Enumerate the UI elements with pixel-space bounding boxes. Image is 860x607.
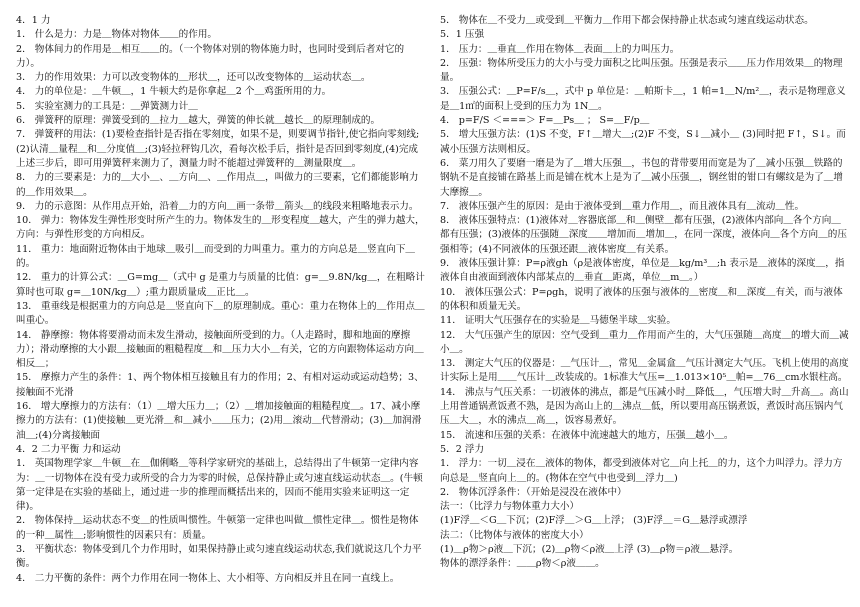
- text-line: 13． 测定大气压的仪器是：＿气压计＿，常见＿金属盒＿气压计测定大气压。飞机上使用的高度计实际上是用＿＿气压计＿改装成的。1标准大气压=＿1.013×10⁵＿帕=＿76＿cm水银柱高。: [440, 358, 849, 384]
- section-heading-force: 4．1 力: [16, 15, 51, 26]
- text-line: 2． 物体保持＿运动状态不变＿的性质叫惯性。牛顿第一定律也叫做＿惯性定律＿。惯性是物体的一种＿属性＿;影响惯性的因素只有：质量。: [16, 515, 419, 541]
- text-line: 8． 液体压强特点：(1)液体对＿容器底部＿和＿侧壁＿都有压强，(2)液体内部向＿各个方向＿都有压强；(3)液体的压强随＿深度＿＿增加而＿增加＿，在同一深度，液体向＿各个方向＿的压强相等；(4)不同液体的压强还跟＿液体密度＿有关系。: [440, 215, 847, 255]
- text-line: 9． 液体压强计算：P=ρ液gh（ρ是液体密度，单位是＿kg/m³＿;h 表示是＿液体的深度＿，指液体自由液面到液体内部某点的＿垂直＿距离，单位＿m＿。）: [440, 258, 845, 284]
- text-line: (1)＿ρ物＞ρ液＿下沉；(2)＿ρ物＜ρ液＿上浮 (3)＿ρ物＝ρ液＿悬浮。: [440, 543, 739, 555]
- text-line: 法二：（比物体与液体的密度大小）: [440, 529, 589, 541]
- section-heading-balance: 4．2 二力平衡 力和运动: [16, 443, 121, 455]
- text-line: 物体的漂浮条件：＿＿ρ物＜ρ液＿＿。: [440, 558, 605, 570]
- text-line: 法一：（比浮力与物体重力大小）: [440, 501, 580, 513]
- text-line: 3． 压强公式：＿P=F/s＿，式中 p 单位是：＿帕斯卡＿，1 帕=1＿N/m²＿，表示是物理意义是＿1㎡的面积上受到的压力为 1N＿。: [440, 86, 846, 112]
- text-line: 3． 力的作用效果：力可以改变物体的＿形状＿，还可以改变物体的＿运动状态＿。: [16, 72, 371, 84]
- text-line: 6． 弹簧秤的原理：弹簧受到的＿拉力＿越大，弹簧的伸长就＿越长＿的原理制成的。: [16, 115, 381, 127]
- text-line: 11． 证明大气压强存在的实验是＿马德堡半球＿实验。: [440, 315, 676, 327]
- text-line: 2． 压强：物体所受压力的大小与受力面积之比叫压强。压强是表示＿＿压力作用效果＿的物理量。: [440, 57, 843, 84]
- text-line: 14． 静摩擦：物体将要滑动而未发生滑动，接触面所受到的力。（人走路时，脚和地面的摩擦力）；滑动摩擦的大小跟＿接触面的粗糙程度＿和＿压力大小＿有关，它的方向跟物体运动方向＿相反＿；: [16, 329, 424, 370]
- text-line: 5． 实验室测力的工具是：＿弹簧测力计＿: [16, 100, 198, 112]
- text-line: 12． 大气压强产生的原因：空气受到＿重力＿作用而产生的，大气压强随＿高度＿的增大而＿减小＿。: [440, 329, 849, 355]
- text-line: 10． 液体压强公式：P=ρgh，说明了液体的压强与液体的＿密度＿和＿深度＿有关，而与液体的体积和质量无关。: [440, 286, 843, 312]
- text-line: 4． 力的单位是：＿牛顿＿，1 牛顿大约是你拿起＿2 个＿鸡蛋所用的力。: [16, 86, 332, 98]
- text-line: (1)F浮＿＜G＿下沉；(2)F浮＿＞G＿上浮； (3)F浮＿＝G＿悬浮或漂浮: [440, 515, 748, 527]
- text-line: 8． 力的三要素是：力的＿大小＿、＿方向＿、＿作用点＿，叫做力的三要素，它们都能影响力的＿作用效果＿。: [16, 172, 419, 198]
- text-line: 7． 弹簧秤的用法：(1)要检查指针是否指在零刻度，如果不是，则要调节指针,使它指向零刻线;(2)认清＿量程＿和＿分度值＿;(3)轻拉秤钩几次，看每次松手后，指针是否回到零刻度,(4)完成上述三步后，即可用弹簧秤来测力了，测量力时不能超过弹簧秤的＿测量限度＿。: [16, 129, 420, 169]
- text-line: 6． 菜刀用久了要磨一磨是为了＿增大压强＿，书包的背带要用而宽是为了＿减小压强＿铁路的钢轨不是直接铺在路基上而是铺在枕木上是为了＿减小压强＿，钢丝钳的钳口有螺纹是为了＿增大摩擦＿。: [440, 157, 843, 198]
- text-line: 2． 物体沉浮条件：（开始是浸没在液体中）: [440, 486, 627, 498]
- text-line: 1． 压力：＿垂直＿作用在物体＿表面＿上的力叫压力。: [440, 43, 680, 55]
- text-line: 15． 摩擦力产生的条件：1、两个物体相互接触且有力的作用；2、有相对运动或运动趋势；3、接触面不光滑: [16, 372, 424, 398]
- text-line: 14． 沸点与气压关系：一切液体的沸点，都是气压减小时＿降低＿，气压增大时＿升高＿。高山上用普通锅煮饭煮不熟，是因为高山上的＿沸点＿低，所以要用高压锅煮饭，煮饭时高压锅内气压＿大＿，水的沸点＿高＿，饭容易煮好。: [440, 386, 849, 427]
- formula-line: 4． p=F/S ＜===＞ F=＿Ps＿ ； S=＿F/p＿: [440, 115, 650, 127]
- text-line: 1． 什么是力：力是＿物体对物体＿＿的作用。: [16, 29, 218, 41]
- text-line: 13． 重垂线是根据重力的方向总是＿竖直向下＿的原理制成。重心：重力在物体上的＿作用点＿叫重心。: [16, 300, 425, 327]
- text-line: 2． 物体间力的作用是＿相互＿＿的。（一个物体对别的物体施力时，也同时受到后者对它的力）。: [16, 43, 405, 69]
- text-line: 15． 流速和压强的关系：在液体中流速越大的地方，压强＿越小＿。: [440, 429, 734, 441]
- text-line: 12． 重力的计算公式：＿G=mg＿（式中 g 是重力与质量的比值：g=＿9.8N/kg＿，在粗略计算时也可取 g=＿10N/kg＿）;重力跟质量成＿正比＿。: [16, 272, 425, 298]
- text-line: 11． 重力：地面附近物体由于地球＿吸引＿而受到的力叫重力。重力的方向总是＿竖直向下＿的。: [16, 243, 416, 270]
- left-column: [16, 14, 426, 586]
- text-line: 1． 英国物理学家＿牛顿＿在＿伽俐略＿等科学家研究的基础上，总结得出了牛顿第一定律内容为：＿一切物体在没有受力或所受的合力为零的时候，总保持静止或匀速直线运动状态＿。(牛顿第一定律是在实验的基础上，通过进一步的推理而概括出来的，因而不能用实验来证明这一定律)。: [16, 458, 423, 513]
- text-line: 16． 增大摩擦力的方法有：（1）＿增大压力＿；（2）＿增加接触面的粗糙程度＿。17、减小摩擦力的方法有：(1)使接触＿更光滑＿和＿减小＿＿压力；(2)用＿滚动＿代替滑动；(3)＿加润滑油＿;(4)分离接触面: [16, 401, 422, 441]
- text-line: 1． 浮力：一切＿浸在＿液体的物体，都受到液体对它＿向上托＿的力，这个力叫浮力。浮力方向总是＿竖直向上＿的。(物体在空气中也受到＿浮力＿): [440, 458, 843, 484]
- right-column: [440, 14, 850, 572]
- text-line: 5． 增大压强方法：(1)S 不变，F↑＿增大＿;(2)F 不变，S↓＿减小＿ (3)同时把 F↑，S↓。而减小压强方法则相反。: [440, 129, 846, 155]
- text-line: 10． 弹力：物体发生弹性形变时所产生的力。物体发生的＿形变程度＿越大，产生的弹力越大，方向：与弹性形变的方向相反。: [16, 215, 425, 241]
- text-line: 4． 二力平衡的条件：两个力作用在同一物体上、大小相等、方向相反并且在同一直线上。: [16, 572, 400, 584]
- text-line: 3． 平衡状态：物体受到几个力作用时，如果保持静止或匀速直线运动状态,我们就说这几个力平衡。: [16, 543, 422, 570]
- text-line: 5． 物体在＿不受力＿或受到＿平衡力＿作用下都会保持静止状态或匀速直线运动状态。: [440, 15, 814, 26]
- text-line: 9． 力的示意图：从作用点开始，沿着＿力的方向＿画一条带＿箭头＿的线段来粗略地表示力。: [16, 200, 419, 212]
- text-line: 7． 液体压强产生的原因：是由于液体受到＿重力作用＿，而且液体具有＿流动＿性。: [440, 200, 805, 212]
- section-heading-pressure: 5．1 压强: [440, 29, 485, 41]
- section-heading-buoyancy: 5．2 浮力: [440, 443, 485, 455]
